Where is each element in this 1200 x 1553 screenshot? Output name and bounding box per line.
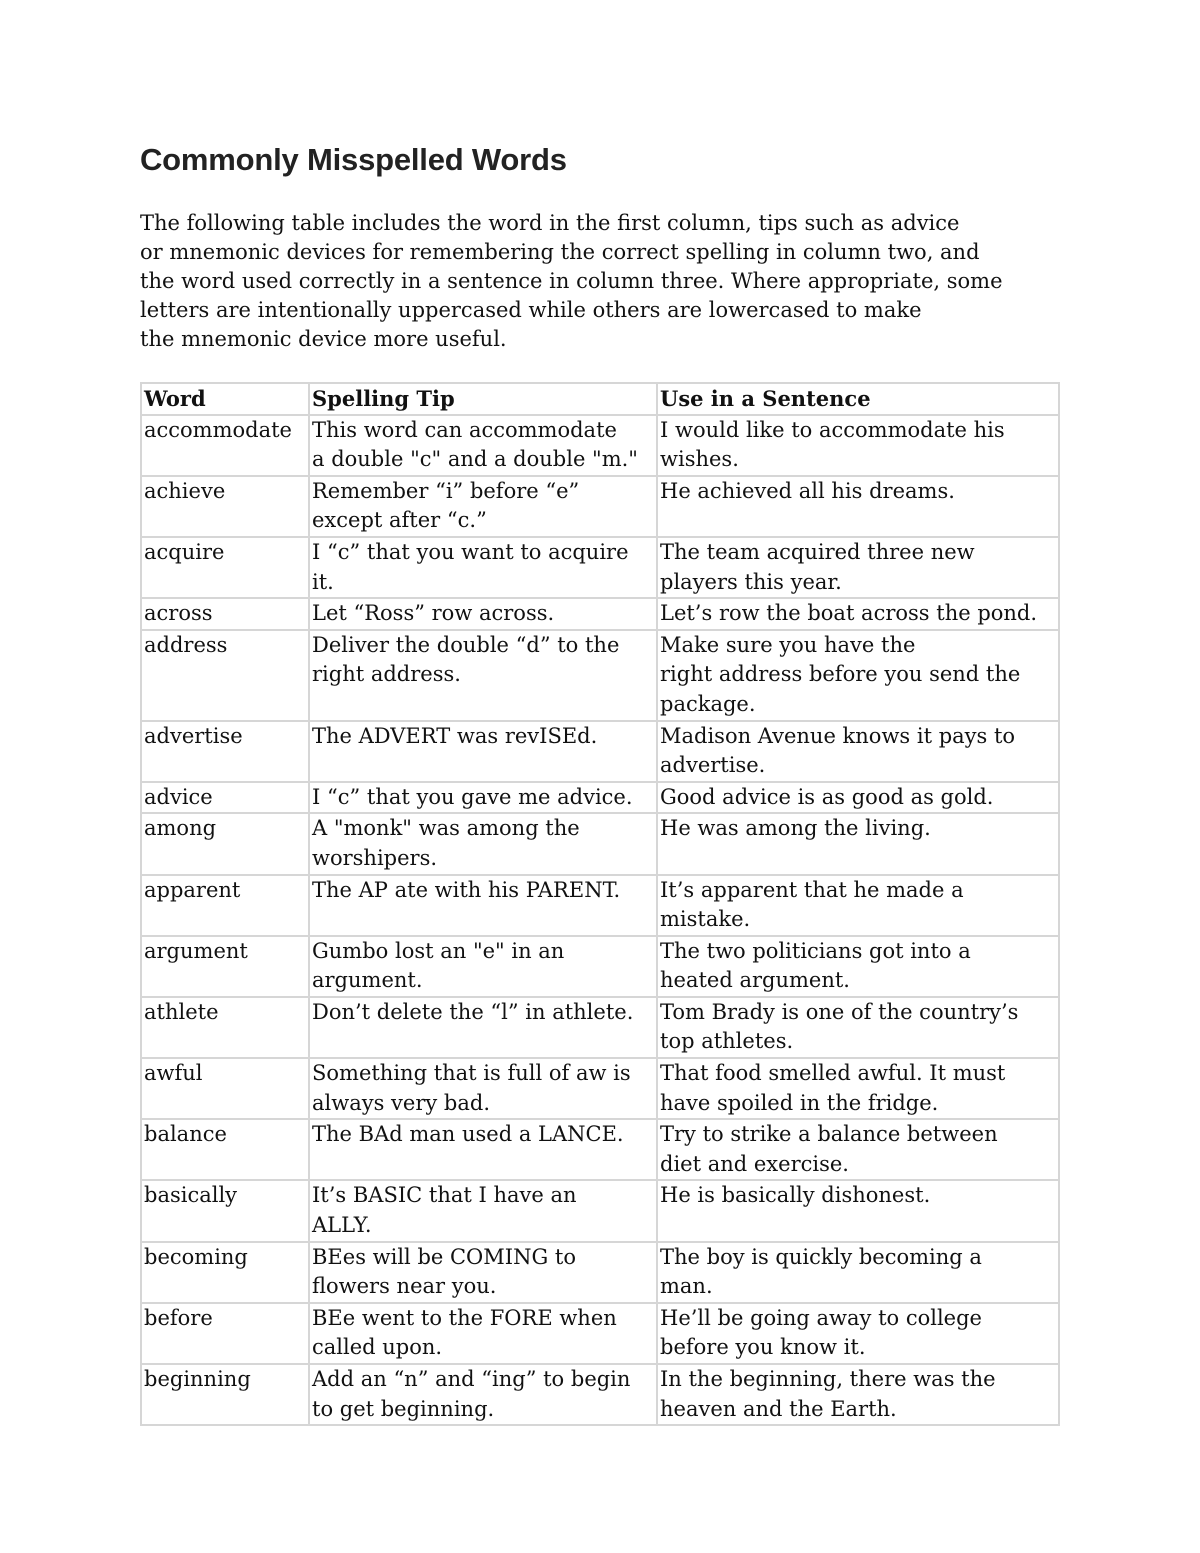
- cell-sentence: [657, 1303, 1059, 1364]
- table-row: [141, 875, 1059, 936]
- cell-spelling-tip-line: BEes will be COMING to: [312, 1244, 576, 1269]
- cell-sentence: [657, 1242, 1059, 1303]
- cell-sentence-line: Good advice is as good as gold.: [660, 784, 994, 809]
- cell-sentence: [657, 813, 1059, 874]
- cell-word: advice: [141, 782, 309, 814]
- cell-spelling-tip: [309, 476, 657, 537]
- cell-sentence-line: wishes.: [660, 447, 739, 472]
- cell-spelling-tip: [309, 782, 657, 814]
- cell-spelling-tip-line: except after “c.”: [312, 508, 487, 533]
- cell-sentence: [657, 997, 1059, 1058]
- cell-sentence-line: advertise.: [660, 753, 766, 778]
- intro-line: the mnemonic device more useful.: [140, 327, 507, 351]
- cell-word: beginning: [141, 1364, 309, 1425]
- cell-spelling-tip: [309, 813, 657, 874]
- cell-spelling-tip-line: Deliver the double “d” to the: [312, 632, 620, 657]
- cell-word: achieve: [141, 476, 309, 537]
- spelling-table: [140, 382, 1060, 1426]
- table-row: [141, 630, 1059, 721]
- cell-spelling-tip-line: flowers near you.: [312, 1274, 497, 1299]
- cell-sentence-line: The team acquired three new: [660, 539, 975, 564]
- cell-sentence-line: In the beginning, there was the: [660, 1367, 996, 1391]
- cell-sentence-line: players this year.: [660, 569, 842, 594]
- cell-sentence: [657, 630, 1059, 721]
- cell-spelling-tip-line: to get beginning.: [312, 1396, 495, 1421]
- cell-sentence-line: right address before you send the: [660, 662, 1021, 687]
- cell-word: apparent: [141, 875, 309, 936]
- cell-spelling-tip-line: I “c” that you gave me advice.: [312, 784, 633, 809]
- cell-word: across: [141, 598, 309, 630]
- cell-sentence-line: I would like to accommodate his: [660, 417, 1005, 442]
- cell-word: among: [141, 813, 309, 874]
- table-row: [141, 1364, 1059, 1425]
- cell-sentence-line: top athletes.: [660, 1029, 794, 1054]
- cell-sentence: [657, 1058, 1059, 1119]
- cell-spelling-tip: [309, 1119, 657, 1180]
- cell-sentence: [657, 598, 1059, 630]
- table-row: [141, 997, 1059, 1058]
- document-page: [140, 138, 1060, 1426]
- cell-spelling-tip-line: BEe went to the FORE when: [312, 1305, 617, 1330]
- cell-word: address: [141, 630, 309, 721]
- cell-spelling-tip-line: The BAd man used a LANCE.: [312, 1122, 624, 1147]
- cell-sentence-line: package.: [660, 691, 756, 716]
- cell-spelling-tip: [309, 997, 657, 1058]
- cell-word: basically: [141, 1180, 309, 1241]
- cell-sentence: [657, 1364, 1059, 1425]
- intro-line: letters are intentionally uppercased while others are lowercased to make: [140, 298, 922, 322]
- intro-line: or mnemonic devices for remembering the correct spelling in column two, and: [140, 240, 980, 264]
- cell-spelling-tip-line: argument.: [312, 968, 423, 993]
- table-row: [141, 782, 1059, 814]
- cell-spelling-tip-line: a double "c" and a double "m.": [312, 447, 638, 472]
- cell-word: acquire: [141, 537, 309, 598]
- cell-spelling-tip: [309, 875, 657, 936]
- cell-word: balance: [141, 1119, 309, 1180]
- cell-word: advertise: [141, 721, 309, 782]
- cell-word: accommodate: [141, 415, 309, 476]
- cell-sentence-line: The two politicians got into a: [660, 938, 971, 963]
- table-row: [141, 1303, 1059, 1364]
- intro-line: the word used correctly in a sentence in column three. Where appropriate, some: [140, 269, 1003, 293]
- table-header-row: [141, 383, 1059, 415]
- cell-word: before: [141, 1303, 309, 1364]
- cell-sentence-line: heaven and the Earth.: [660, 1396, 897, 1421]
- header-spelling-tip: Spelling Tip: [309, 383, 657, 415]
- table-row: [141, 537, 1059, 598]
- cell-spelling-tip: [309, 721, 657, 782]
- cell-word: awful: [141, 1058, 309, 1119]
- cell-spelling-tip-line: I “c” that you want to acquire: [312, 539, 629, 564]
- cell-sentence-line: Make sure you have the: [660, 632, 916, 657]
- table-row: [141, 1058, 1059, 1119]
- table-row: [141, 1242, 1059, 1303]
- cell-spelling-tip: [309, 415, 657, 476]
- cell-spelling-tip-line: Gumbo lost an "e" in an: [312, 938, 565, 963]
- cell-sentence-line: Madison Avenue knows it pays to: [660, 723, 1016, 748]
- cell-spelling-tip-line: It’s BASIC that I have an: [312, 1183, 577, 1208]
- cell-spelling-tip: [309, 1058, 657, 1119]
- cell-sentence: [657, 936, 1059, 997]
- cell-sentence-line: man.: [660, 1274, 713, 1299]
- cell-sentence: [657, 875, 1059, 936]
- cell-sentence-line: have spoiled in the fridge.: [660, 1090, 939, 1115]
- cell-sentence-line: That food smelled awful. It must: [660, 1061, 1006, 1086]
- cell-sentence-line: before you know it.: [660, 1335, 866, 1360]
- table-row: [141, 813, 1059, 874]
- cell-sentence-line: It’s apparent that he made a: [660, 877, 964, 902]
- table-row: [141, 415, 1059, 476]
- cell-sentence-line: Let’s row the boat across the pond.: [660, 601, 1038, 626]
- cell-spelling-tip-line: A "monk" was among the: [312, 816, 580, 841]
- table-row: [141, 1180, 1059, 1241]
- cell-spelling-tip-line: ALLY.: [312, 1213, 372, 1238]
- cell-spelling-tip-line: This word can accommodate: [312, 417, 617, 442]
- header-word: Word: [141, 383, 309, 415]
- cell-sentence-line: mistake.: [660, 907, 751, 932]
- cell-sentence: [657, 721, 1059, 782]
- cell-sentence-line: diet and exercise.: [660, 1151, 849, 1176]
- cell-sentence: [657, 1180, 1059, 1241]
- intro-paragraph: [140, 209, 1060, 354]
- cell-sentence-line: Try to strike a balance between: [660, 1122, 998, 1147]
- cell-spelling-tip: [309, 1180, 657, 1241]
- cell-spelling-tip: [309, 936, 657, 997]
- cell-spelling-tip-line: Add an “n” and “ing” to begin: [312, 1367, 631, 1391]
- cell-sentence-line: He is basically dishonest.: [660, 1183, 931, 1208]
- header-use-in-sentence: Use in a Sentence: [657, 383, 1059, 415]
- cell-spelling-tip: [309, 630, 657, 721]
- table-row: [141, 936, 1059, 997]
- table-row: [141, 721, 1059, 782]
- cell-spelling-tip-line: always very bad.: [312, 1090, 490, 1115]
- cell-sentence-line: He achieved all his dreams.: [660, 478, 955, 503]
- intro-line: The following table includes the word in the first column, tips such as advice: [140, 211, 960, 235]
- cell-sentence: [657, 782, 1059, 814]
- page-title: Commonly Misspelled Words: [140, 142, 567, 177]
- cell-spelling-tip: [309, 537, 657, 598]
- cell-sentence-line: He was among the living.: [660, 816, 931, 841]
- cell-sentence-line: Tom Brady is one of the country’s: [660, 999, 1019, 1024]
- cell-spelling-tip: [309, 1242, 657, 1303]
- table-body: [141, 415, 1059, 1426]
- cell-spelling-tip-line: called upon.: [312, 1335, 443, 1360]
- cell-spelling-tip-line: right address.: [312, 662, 461, 687]
- cell-spelling-tip: [309, 598, 657, 630]
- cell-sentence: [657, 1119, 1059, 1180]
- cell-spelling-tip-line: worshipers.: [312, 845, 438, 870]
- cell-sentence-line: The boy is quickly becoming a: [660, 1244, 982, 1269]
- cell-sentence-line: heated argument.: [660, 968, 850, 993]
- table-row: [141, 1119, 1059, 1180]
- cell-word: athlete: [141, 997, 309, 1058]
- cell-word: becoming: [141, 1242, 309, 1303]
- cell-spelling-tip: [309, 1364, 657, 1425]
- cell-sentence: [657, 537, 1059, 598]
- cell-sentence: [657, 476, 1059, 537]
- cell-spelling-tip-line: Let “Ross” row across.: [312, 601, 555, 626]
- cell-spelling-tip-line: Remember “i” before “e”: [312, 478, 580, 503]
- cell-sentence-line: He’ll be going away to college: [660, 1305, 982, 1330]
- cell-spelling-tip: [309, 1303, 657, 1364]
- table-row: [141, 476, 1059, 537]
- cell-sentence: [657, 415, 1059, 476]
- table-row: [141, 598, 1059, 630]
- cell-spelling-tip-line: it.: [312, 569, 334, 594]
- cell-spelling-tip-line: The ADVERT was revISEd.: [312, 723, 598, 748]
- cell-spelling-tip-line: Don’t delete the “l” in athlete.: [312, 999, 634, 1024]
- cell-spelling-tip-line: Something that is full of aw is: [312, 1061, 631, 1086]
- cell-word: argument: [141, 936, 309, 997]
- cell-spelling-tip-line: The AP ate with his PARENT.: [312, 877, 621, 902]
